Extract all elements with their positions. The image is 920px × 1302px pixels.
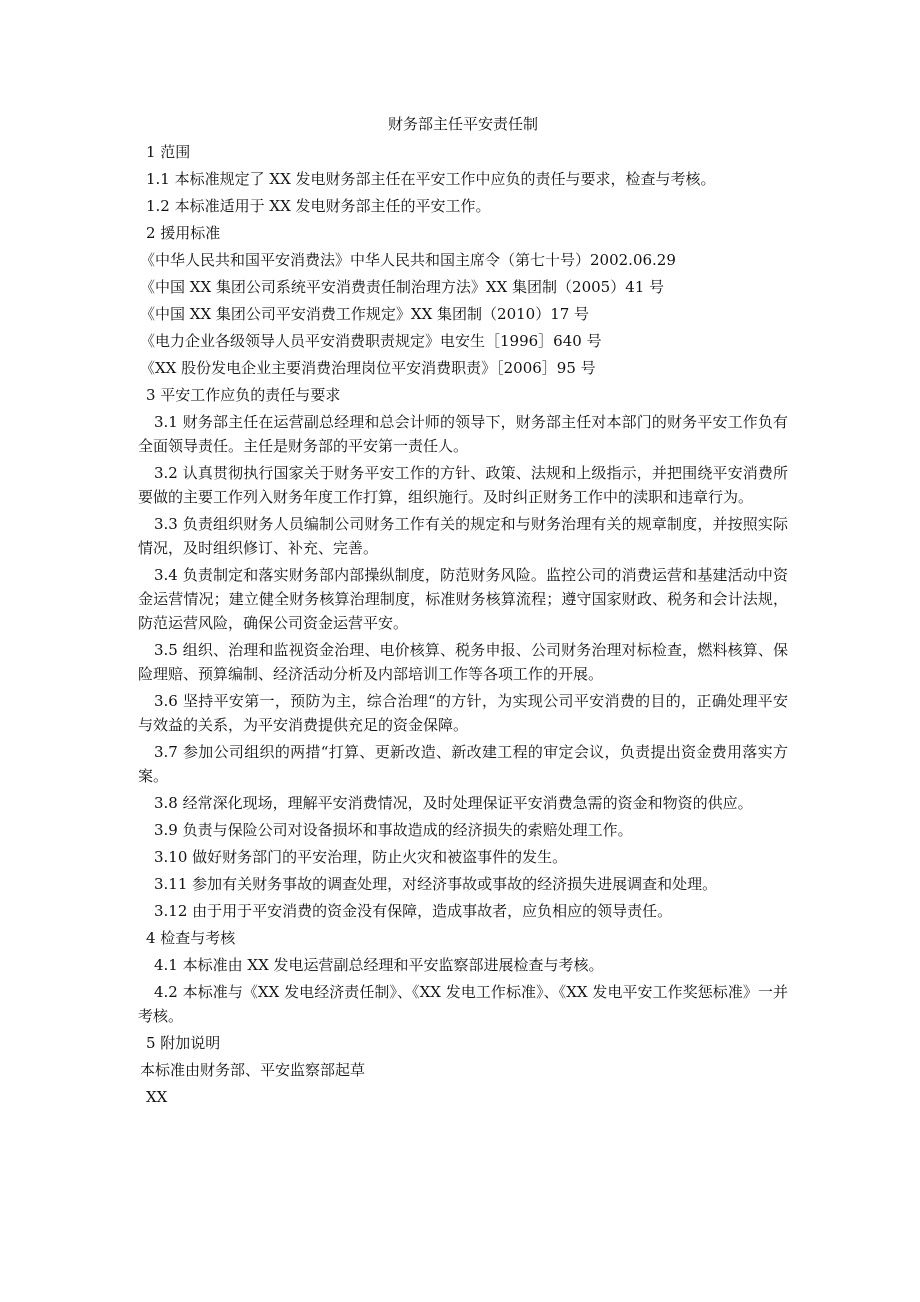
document-body bbox=[138, 112, 788, 1112]
paragraph-3-12: 3.12 由于用于平安消费的资金没有保障，造成事故者，应负相应的领导责任。 bbox=[154, 902, 673, 920]
paragraph-1-1: 1.1 本标准规定了 XX 发电财务部主任在平安工作中应负的责任与要求，检查与考核。 bbox=[146, 170, 716, 188]
reference-4: 《电力企业各级领导人员平安消费职责规定》电安生［1996］640 号 bbox=[140, 332, 602, 350]
paragraph-3-4: 3.4 负责制定和落实财务部内部操纵制度，防范财务风险。监控公司的消费运营和基建活动中资金运营情况；建立健全财务核算治理制度，标准财务核算流程；遵守国家财政、税务和会计法规，防范运营风险，确保公司资金运营平安。 bbox=[138, 566, 788, 632]
section-heading-3: 3 平安工作应负的责任与要求 bbox=[146, 386, 341, 404]
paragraph-3-3: 3.3 负责组织财务人员编制公司财务工作有关的规定和与财务治理有关的规章制度，并按照实际情况，及时组织修订、补充、完善。 bbox=[138, 515, 788, 557]
reference-2: 《中国 XX 集团公司系统平安消费责任制治理方法》XX 集团制（2005）41 号 bbox=[140, 278, 665, 296]
paragraph-4-1: 4.1 本标准由 XX 发电运营副总经理和平安监察部进展检查与考核。 bbox=[154, 956, 604, 974]
paragraph-3-2: 3.2 认真贯彻执行国家关于财务平安工作的方针、政策、法规和上级指示，并把围绕平安消费所要做的主要工作列入财务年度工作打算，组织施行。及时纠正财务工作中的渎职和违章行为。 bbox=[138, 464, 788, 506]
paragraph-3-7: 3.7 参加公司组织的两措“打算、更新改造、新改建工程的审定会议，负责提出资金费用落实方案。 bbox=[138, 743, 788, 785]
paragraph-3-9: 3.9 负责与保险公司对设备损坏和事故造成的经济损失的索赔处理工作。 bbox=[154, 821, 633, 839]
paragraph-1-2: 1.2 本标准适用于 XX 发电财务部主任的平安工作。 bbox=[146, 197, 491, 215]
section-heading-1: 1 范围 bbox=[146, 143, 191, 161]
paragraph-3-8: 3.8 经常深化现场，理解平安消费情况，及时处理保证平安消费急需的资金和物资的供应。 bbox=[154, 794, 753, 812]
section-heading-5: 5 附加说明 bbox=[146, 1034, 221, 1052]
reference-3: 《中国 XX 集团公司平安消费工作规定》XX 集团制（2010）17 号 bbox=[140, 305, 590, 323]
paragraph-3-10: 3.10 做好财务部门的平安治理，防止火灾和被盗事件的发生。 bbox=[154, 848, 568, 866]
paragraph-5-2: XX bbox=[146, 1088, 168, 1106]
paragraph-3-6: 3.6 坚持平安第一，预防为主，综合治理“的方针，为实现公司平安消费的目的，正确处理平安与效益的关系，为平安消费提供充足的资金保障。 bbox=[138, 692, 788, 734]
paragraph-3-5: 3.5 组织、治理和监视资金治理、电价核算、税务申报、公司财务治理对标检查，燃料核算、保险理赔、预算编制、经济活动分析及内部培训工作等各项工作的开展。 bbox=[138, 641, 788, 683]
section-heading-2: 2 援用标准 bbox=[146, 224, 221, 242]
reference-1: 《中华人民共和国平安消费法》中华人民共和国主席令（第七十号）2002.06.29 bbox=[140, 251, 676, 269]
paragraph-3-1: 3.1 财务部主任在运营副总经理和总会计师的领导下，财务部主任对本部门的财务平安工作负有全面领导责任。主任是财务部的平安第一责任人。 bbox=[138, 413, 788, 455]
paragraph-5-1: 本标准由财务部、平安监察部起草 bbox=[140, 1061, 366, 1079]
reference-5: 《XX 股份发电企业主要消费治理岗位平安消费职责》［2006］95 号 bbox=[140, 359, 596, 377]
document-title: 财务部主任平安责任制 bbox=[387, 115, 538, 133]
section-heading-4: 4 检查与考核 bbox=[146, 929, 236, 947]
paragraph-4-2: 4.2 本标准与《XX 发电经济责任制》、《XX 发电工作标准》、《XX 发电平安工作奖惩标准》一并考核。 bbox=[138, 983, 788, 1025]
paragraph-3-11: 3.11 参加有关财务事故的调查处理，对经济事故或事故的经济损失进展调查和处理。 bbox=[154, 875, 718, 893]
